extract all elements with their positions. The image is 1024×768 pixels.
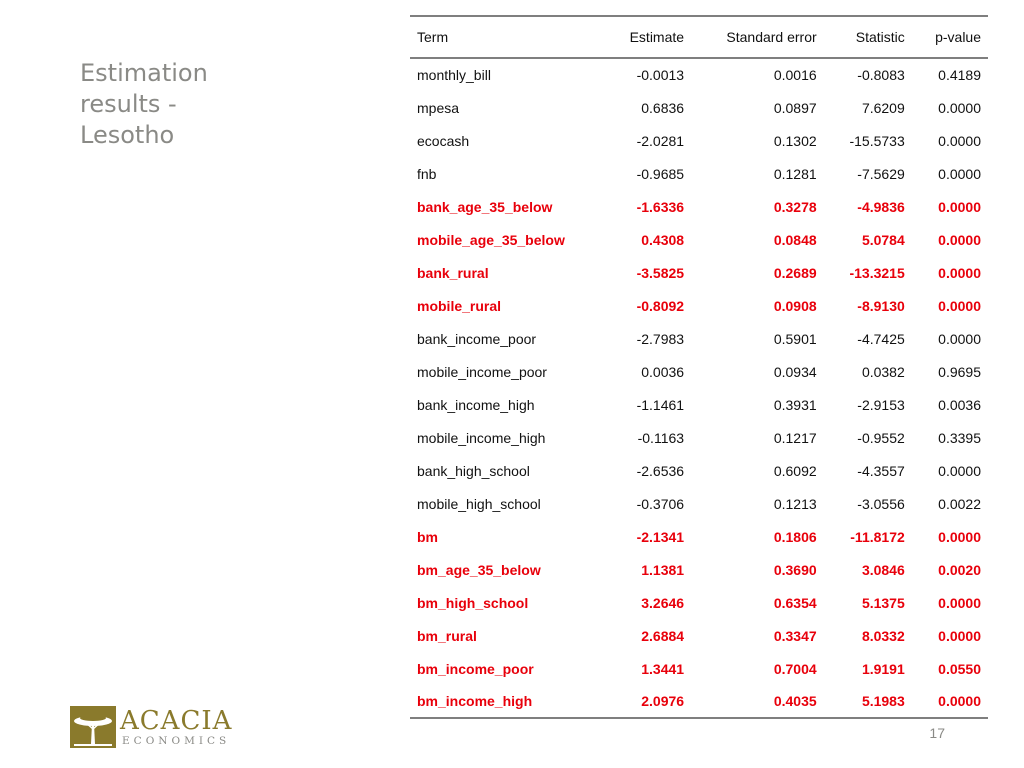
- cell-std-error: 0.7004: [773, 660, 817, 677]
- cell-term: ecocash: [417, 132, 470, 149]
- cell-p-value: 0.0020: [938, 561, 981, 578]
- cell-p-value: 0.0022: [938, 495, 981, 512]
- table-row: [410, 553, 988, 586]
- table-row: [410, 685, 988, 718]
- table-row: [410, 652, 988, 685]
- table-row: [410, 223, 988, 256]
- cell-term: bank_income_high: [417, 396, 535, 413]
- table-row: [410, 421, 988, 454]
- cell-estimate: -0.1163: [637, 429, 685, 446]
- cell-statistic: 5.1375: [861, 594, 905, 611]
- cell-statistic: -3.0556: [857, 495, 905, 512]
- logo-name: ACACIA: [120, 706, 233, 736]
- table-header-row: [410, 16, 988, 58]
- table-row: [410, 91, 988, 124]
- cell-std-error: 0.1302: [773, 132, 817, 149]
- cell-std-error: 0.4035: [691, 685, 824, 718]
- cell-statistic: -2.9153: [857, 396, 905, 413]
- cell-std-error: 0.1281: [773, 165, 817, 182]
- cell-estimate: 0.0036: [641, 363, 685, 380]
- cell-std-error: 0.1806: [773, 528, 817, 545]
- cell-estimate: -0.0013: [636, 67, 685, 83]
- cell-estimate: 1.1381: [641, 561, 685, 578]
- cell-std-error: 0.2689: [773, 264, 817, 281]
- cell-term: mobile_high_school: [417, 495, 541, 512]
- cell-statistic: 7.6209: [861, 99, 905, 116]
- cell-std-error: 0.1217: [773, 429, 817, 446]
- table-row: [410, 388, 988, 421]
- cell-statistic: -4.3557: [857, 462, 905, 479]
- cell-term: bank_income_poor: [417, 330, 537, 347]
- table-row: [410, 586, 988, 619]
- table-row: [410, 619, 988, 652]
- cell-p-value: 0.0000: [938, 264, 981, 281]
- cell-term: bm_rural: [417, 627, 477, 644]
- cell-p-value: 0.0000: [938, 132, 981, 149]
- table-row: [410, 190, 988, 223]
- table-row: [410, 289, 988, 322]
- cell-estimate: -0.9685: [636, 165, 685, 182]
- cell-term: bm_age_35_below: [417, 561, 541, 578]
- cell-std-error: 0.6092: [773, 462, 817, 479]
- cell-term: bank_age_35_below: [417, 198, 553, 215]
- header-p-value: p-value: [912, 16, 988, 58]
- cell-estimate: 3.2646: [641, 594, 685, 611]
- table-row: [410, 520, 988, 553]
- cell-estimate: 0.6836: [641, 99, 685, 116]
- cell-term: fnb: [417, 165, 437, 182]
- header-term: Term: [410, 16, 604, 58]
- cell-std-error: 0.3278: [773, 198, 817, 215]
- cell-p-value: 0.0036: [938, 396, 981, 413]
- cell-p-value: 0.0000: [938, 594, 981, 611]
- cell-p-value: 0.4189: [938, 67, 981, 83]
- cell-p-value: 0.3395: [938, 429, 981, 446]
- cell-term: bm_high_school: [417, 594, 529, 611]
- cell-estimate: -2.1341: [636, 528, 685, 545]
- table-row: [410, 322, 988, 355]
- cell-p-value: 0.0000: [938, 231, 981, 248]
- cell-statistic: -8.9130: [857, 297, 905, 314]
- acacia-tree-icon: [70, 706, 116, 748]
- cell-estimate: -1.1461: [636, 396, 685, 413]
- cell-p-value: 0.0000: [938, 297, 981, 314]
- cell-std-error: 0.1213: [773, 495, 817, 512]
- cell-estimate: -2.6536: [636, 462, 685, 479]
- table-row: [410, 124, 988, 157]
- cell-std-error: 0.0897: [773, 99, 817, 116]
- cell-term: mobile_income_high: [417, 429, 546, 446]
- cell-term: mobile_age_35_below: [417, 231, 565, 248]
- estimation-table: [410, 15, 988, 719]
- table-row: [410, 355, 988, 388]
- cell-estimate: -0.3706: [636, 495, 685, 512]
- cell-std-error: 0.0016: [773, 67, 817, 83]
- table-body: [410, 58, 988, 718]
- cell-p-value: 0.0000: [938, 165, 981, 182]
- cell-std-error: 0.5901: [773, 330, 817, 347]
- cell-term: mobile_rural: [417, 297, 502, 314]
- cell-statistic: -11.8172: [850, 528, 905, 545]
- cell-std-error: 0.3690: [773, 561, 817, 578]
- table-row: [410, 256, 988, 289]
- cell-statistic: -0.8083: [857, 67, 905, 83]
- header-statistic: Statistic: [824, 16, 912, 58]
- cell-statistic: -0.9552: [857, 429, 905, 446]
- table-row: [410, 58, 988, 91]
- cell-statistic: -15.5733: [849, 132, 905, 149]
- cell-p-value: 0.0000: [912, 685, 988, 718]
- cell-term: bank_high_school: [417, 462, 530, 479]
- header-std-error: Standard error: [691, 16, 824, 58]
- cell-estimate: -2.0281: [636, 132, 685, 149]
- page-number: 17: [929, 725, 945, 741]
- cell-estimate: 0.4308: [641, 231, 685, 248]
- cell-statistic: -4.9836: [857, 198, 905, 215]
- cell-p-value: 0.9695: [938, 363, 981, 380]
- cell-term: bm_income_poor: [417, 660, 534, 677]
- cell-p-value: 0.0000: [938, 462, 981, 479]
- estimation-table-container: [410, 15, 988, 719]
- cell-std-error: 0.3347: [773, 627, 817, 644]
- cell-statistic: 3.0846: [861, 561, 905, 578]
- cell-estimate: 2.0976: [604, 685, 691, 718]
- cell-p-value: 0.0000: [938, 99, 981, 116]
- cell-statistic: 8.0332: [861, 627, 905, 644]
- cell-std-error: 0.0848: [773, 231, 817, 248]
- cell-term: bank_rural: [417, 264, 489, 281]
- cell-statistic: -4.7425: [857, 330, 905, 347]
- cell-p-value: 0.0000: [938, 198, 981, 215]
- acacia-economics-logo: [70, 706, 240, 750]
- cell-p-value: 0.0550: [938, 660, 981, 677]
- cell-estimate: -0.8092: [636, 297, 685, 314]
- cell-p-value: 0.0000: [938, 330, 981, 347]
- cell-statistic: 5.0784: [861, 231, 905, 248]
- cell-std-error: 0.6354: [773, 594, 817, 611]
- cell-std-error: 0.0908: [773, 297, 817, 314]
- cell-term: monthly_bill: [417, 67, 491, 83]
- cell-statistic: -7.5629: [857, 165, 905, 182]
- logo-subtitle: ECONOMICS: [122, 735, 231, 747]
- cell-statistic: 5.1983: [824, 685, 912, 718]
- table-row: [410, 454, 988, 487]
- cell-term: bm_income_high: [410, 685, 604, 718]
- slide-title: Estimation results - Lesotho: [80, 59, 208, 149]
- cell-term: mpesa: [417, 99, 460, 116]
- cell-p-value: 0.0000: [938, 528, 981, 545]
- cell-statistic: 1.9191: [861, 660, 905, 677]
- cell-estimate: 1.3441: [641, 660, 685, 677]
- cell-term: mobile_income_poor: [417, 363, 547, 380]
- table-row: [410, 157, 988, 190]
- header-estimate: Estimate: [604, 16, 691, 58]
- table-row: [410, 487, 988, 520]
- cell-std-error: 0.0934: [773, 363, 817, 380]
- cell-statistic: -13.3215: [849, 264, 905, 281]
- cell-p-value: 0.0000: [938, 627, 981, 644]
- cell-std-error: 0.3931: [773, 396, 817, 413]
- cell-estimate: 2.6884: [641, 627, 685, 644]
- cell-estimate: -3.5825: [636, 264, 685, 281]
- cell-estimate: -2.7983: [636, 330, 685, 347]
- cell-estimate: -1.6336: [636, 198, 685, 215]
- cell-statistic: 0.0382: [861, 363, 905, 380]
- cell-term: bm: [417, 528, 438, 545]
